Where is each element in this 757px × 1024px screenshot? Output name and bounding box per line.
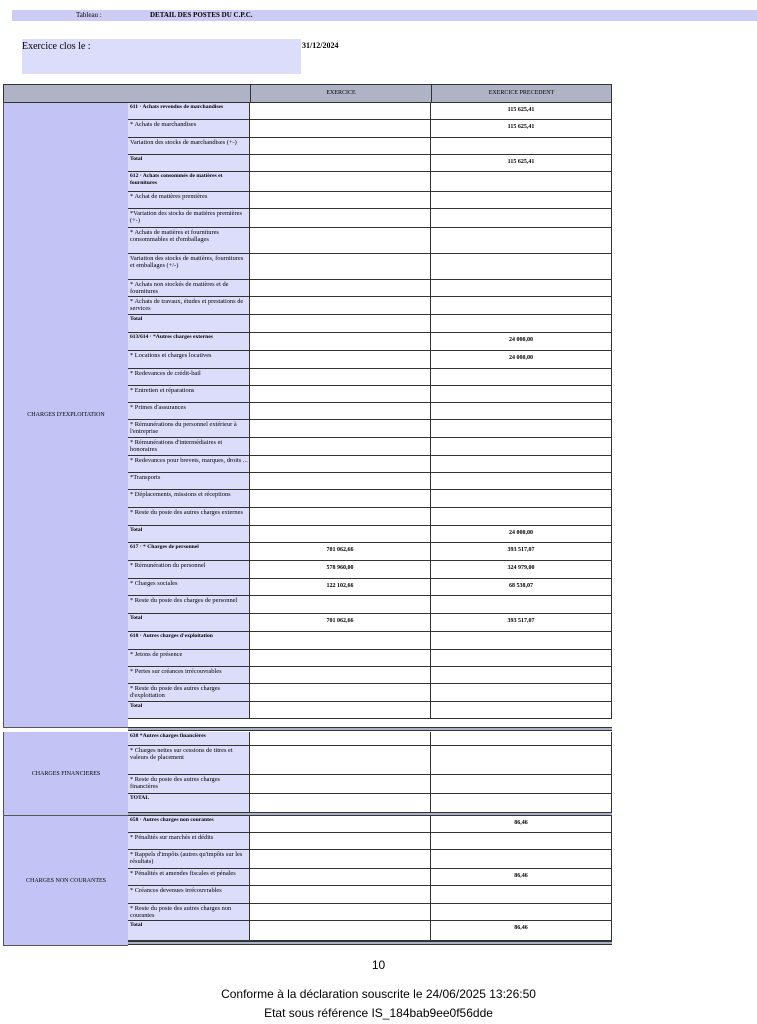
cell-exercice-precedent <box>431 904 612 921</box>
cell-exercice-precedent-value: 86,46 <box>514 925 528 931</box>
cell-exercice <box>250 775 431 794</box>
cell-exercice-precedent <box>431 103 612 120</box>
section-separator <box>128 812 612 816</box>
table-row <box>128 543 612 561</box>
table-row <box>128 526 612 543</box>
cell-exercice <box>250 155 431 172</box>
cell-exercice <box>250 209 431 228</box>
row-label: 613/614 · *Autres charges externes <box>128 333 250 351</box>
cell-exercice <box>250 904 431 921</box>
cell-exercice-precedent <box>431 596 612 614</box>
row-label: * Charges sociales <box>128 579 250 596</box>
footer-reference: Etat sous référence IS_184bab9ee0f56dde <box>264 1006 493 1020</box>
cell-exercice <box>250 351 431 369</box>
table-row <box>128 667 612 684</box>
table-row <box>128 172 612 192</box>
cell-exercice-precedent <box>431 351 612 369</box>
cell-exercice-precedent <box>431 473 612 490</box>
table-row <box>128 155 612 172</box>
row-label: *Variation des stocks de matières premières (+-) <box>128 209 250 228</box>
cell-exercice-precedent <box>431 438 612 456</box>
table-row <box>128 816 612 833</box>
cell-exercice-precedent <box>431 869 612 886</box>
section-charges-exploitation <box>3 103 128 728</box>
cell-exercice-precedent <box>431 632 612 650</box>
table-row <box>128 192 612 209</box>
cell-exercice-value: 578 960,00 <box>326 565 354 571</box>
row-label: * Achats de travaux, études et prestations de services <box>128 297 250 315</box>
row-label: * Reste du poste des autres charges externes <box>128 508 250 526</box>
cell-exercice <box>250 228 431 254</box>
cell-exercice-precedent-value: 393 517,07 <box>507 618 535 624</box>
table-row <box>128 904 612 921</box>
cell-exercice-precedent-value: 115 625,41 <box>507 107 535 113</box>
table-row <box>128 746 612 775</box>
table-row <box>128 650 612 667</box>
table-row <box>128 297 612 315</box>
cell-exercice <box>250 172 431 192</box>
page-number: 10 <box>371 958 386 972</box>
row-label: * Achats non stockés de matières et de fournitures <box>128 280 250 297</box>
cell-exercice <box>250 746 431 775</box>
cell-exercice <box>250 667 431 684</box>
row-label: *Transports <box>128 473 250 490</box>
footer-conformity: Conforme à la déclaration souscrite le 24/06/2025 13:26:50 <box>221 987 536 1001</box>
row-label: 618 · Autres charges d'exploitation <box>128 632 250 650</box>
table-row <box>128 702 612 719</box>
row-label: 638 *Autres charges financières <box>128 732 250 746</box>
cell-exercice-precedent <box>431 579 612 596</box>
cell-exercice-precedent <box>431 456 612 473</box>
cell-exercice-precedent <box>431 297 612 315</box>
table-row <box>128 869 612 886</box>
table-row <box>128 490 612 508</box>
cell-exercice <box>250 702 431 719</box>
table-row <box>128 120 612 138</box>
cell-exercice-precedent <box>431 561 612 579</box>
cell-exercice-precedent-value: 115 625,41 <box>507 159 535 165</box>
row-label: * Reste du poste des charges de personnel <box>128 596 250 614</box>
cell-exercice-precedent <box>431 886 612 904</box>
cell-exercice-value: 701 062,66 <box>326 547 354 553</box>
cell-exercice-precedent <box>431 614 612 632</box>
cell-exercice-precedent <box>431 684 612 702</box>
cell-exercice-precedent <box>431 315 612 333</box>
table-row <box>128 138 612 155</box>
table-row <box>128 614 612 632</box>
table-row <box>128 596 612 614</box>
section-charges-financieres <box>3 732 128 816</box>
cell-exercice-precedent <box>431 254 612 280</box>
table-row <box>128 369 612 386</box>
cell-exercice-precedent-value: 24 000,00 <box>509 355 533 361</box>
cell-exercice-precedent <box>431 794 612 814</box>
cell-exercice-precedent <box>431 833 612 850</box>
cell-exercice-precedent-value: 393 517,07 <box>507 547 535 553</box>
row-label: * Achat de matières premières <box>128 192 250 209</box>
cell-exercice <box>250 650 431 667</box>
table-row <box>128 351 612 369</box>
row-label: * Redevances pour brevets, marques, droits ... <box>128 456 250 473</box>
table-row <box>128 228 612 254</box>
table-row <box>128 280 612 297</box>
row-label: * Pénalités sur marchés et dédits <box>128 833 250 850</box>
cell-exercice-precedent <box>431 209 612 228</box>
cell-exercice-precedent <box>431 490 612 508</box>
row-label: * Reste du poste des autres charges non courantes <box>128 904 250 921</box>
row-label: * Jetons de présence <box>128 650 250 667</box>
table-row <box>128 833 612 850</box>
cell-exercice-precedent <box>431 650 612 667</box>
table-row <box>128 473 612 490</box>
table-header <box>3 84 612 103</box>
cell-exercice <box>250 632 431 650</box>
cell-exercice <box>250 614 431 632</box>
row-label: Total <box>128 315 250 333</box>
cell-exercice <box>250 403 431 420</box>
cell-exercice-precedent <box>431 921 612 941</box>
cell-exercice <box>250 833 431 850</box>
exercice-label-box <box>22 39 301 74</box>
table-row <box>128 403 612 420</box>
cell-exercice <box>250 850 431 869</box>
cell-exercice-precedent <box>431 192 612 209</box>
cell-exercice <box>250 816 431 833</box>
cell-exercice <box>250 596 431 614</box>
cell-exercice <box>250 369 431 386</box>
row-label: * Rémunération du personnel <box>128 561 250 579</box>
cell-exercice-precedent <box>431 369 612 386</box>
cell-exercice-precedent <box>431 280 612 297</box>
cell-exercice-precedent <box>431 228 612 254</box>
section-separator <box>128 727 612 731</box>
table-row <box>128 850 612 869</box>
table-row <box>128 254 612 280</box>
cell-exercice-precedent <box>431 155 612 172</box>
table-row <box>128 333 612 351</box>
section-separator <box>128 941 612 945</box>
cell-exercice-precedent-value: 115 625,41 <box>507 124 535 130</box>
cell-exercice-precedent <box>431 702 612 719</box>
cell-exercice <box>250 120 431 138</box>
row-label: 658 · Autres charges non courantes <box>128 816 250 833</box>
table-row <box>128 561 612 579</box>
cell-exercice-precedent <box>431 386 612 403</box>
cell-exercice <box>250 886 431 904</box>
row-label: * Locations et charges locatives <box>128 351 250 369</box>
cell-exercice-precedent <box>431 732 612 746</box>
row-label: * Rémunérations du personnel extérieur à l'entreprise <box>128 420 250 438</box>
cell-exercice <box>250 490 431 508</box>
cell-exercice-precedent <box>431 420 612 438</box>
row-label: Variation des stocks de marchandises (+-) <box>128 138 250 155</box>
cell-exercice <box>250 138 431 155</box>
cell-exercice-precedent <box>431 850 612 869</box>
table-row <box>128 886 612 904</box>
cell-exercice <box>250 297 431 315</box>
cell-exercice <box>250 869 431 886</box>
row-label: Variation des stocks de matières, fournitures et emballages (+/-) <box>128 254 250 280</box>
row-label: * Rémunérations d'intermédiaires et honoraires <box>128 438 250 456</box>
cell-exercice <box>250 280 431 297</box>
cell-exercice <box>250 315 431 333</box>
cell-exercice <box>250 333 431 351</box>
cell-exercice <box>250 794 431 814</box>
cell-exercice <box>250 254 431 280</box>
table-row <box>128 732 612 746</box>
row-label: 612 · Achats consommés de matières et fournitures <box>128 172 250 192</box>
cell-exercice-precedent <box>431 508 612 526</box>
cell-exercice <box>250 438 431 456</box>
cell-exercice <box>250 508 431 526</box>
table-row <box>128 456 612 473</box>
table-row <box>128 921 612 941</box>
cell-exercice-precedent-value: 24 000,00 <box>509 530 533 536</box>
row-label: 617 · * Charges de personnel <box>128 543 250 561</box>
cell-exercice-precedent <box>431 403 612 420</box>
section-label: CHARGES NON COURANTES <box>25 877 106 884</box>
cell-exercice <box>250 103 431 120</box>
cell-exercice <box>250 921 431 941</box>
cell-exercice-precedent <box>431 746 612 775</box>
table-title: DETAIL DES POSTES DU C.P.C. <box>150 11 253 19</box>
table-row <box>128 794 612 814</box>
table-row <box>128 103 612 120</box>
cell-exercice <box>250 526 431 543</box>
cell-exercice-precedent <box>431 172 612 192</box>
cell-exercice-value: 701 062,66 <box>326 618 354 624</box>
cell-exercice <box>250 473 431 490</box>
cell-exercice-precedent-value: 68 538,07 <box>509 583 533 589</box>
cell-exercice <box>250 684 431 702</box>
row-label: TOTAL <box>128 794 250 814</box>
cell-exercice <box>250 456 431 473</box>
cell-exercice-precedent <box>431 138 612 155</box>
exercice-label: Exercice clos le : <box>22 41 91 52</box>
table-row <box>128 775 612 794</box>
cell-exercice-precedent <box>431 816 612 833</box>
cell-exercice-precedent-value: 24 000,00 <box>509 337 533 343</box>
cell-exercice-precedent <box>431 333 612 351</box>
cell-exercice <box>250 420 431 438</box>
cell-exercice-precedent <box>431 526 612 543</box>
row-label: * Pertes sur créances irrécouvrables <box>128 667 250 684</box>
section-charges-non-courantes <box>3 816 128 946</box>
cell-exercice <box>250 386 431 403</box>
cell-exercice-precedent-value: 86,46 <box>514 820 528 826</box>
row-label: Total <box>128 614 250 632</box>
row-label: * Charges nettes sur cessions de titres et valeurs de placement <box>128 746 250 775</box>
row-label: * Redevances de crédit-bail <box>128 369 250 386</box>
cell-exercice <box>250 561 431 579</box>
row-label: 611 · Achats revendus de marchandises <box>128 103 250 120</box>
cell-exercice-precedent <box>431 775 612 794</box>
cell-exercice-value: 122 102,66 <box>326 583 354 589</box>
row-label: * Reste du poste des autres charges financières <box>128 775 250 794</box>
row-label: * Créances devenues irrécouvrables <box>128 886 250 904</box>
row-label: Total <box>128 921 250 941</box>
col-exercice-precedent: EXERCICE PRECEDENT <box>488 90 555 96</box>
table-row <box>128 632 612 650</box>
cell-exercice <box>250 192 431 209</box>
table-row <box>128 315 612 333</box>
table-row <box>128 438 612 456</box>
cell-exercice-precedent <box>431 120 612 138</box>
table-row <box>128 508 612 526</box>
row-label: * Achats de marchandises <box>128 120 250 138</box>
section-label: CHARGES D'EXPLOITATION <box>27 412 105 418</box>
cell-exercice-precedent-value: 324 979,00 <box>507 565 535 571</box>
cell-exercice-precedent <box>431 667 612 684</box>
cell-exercice <box>250 543 431 561</box>
table-row <box>128 209 612 228</box>
cell-exercice-precedent <box>431 543 612 561</box>
cell-exercice <box>250 579 431 596</box>
exercice-date: 31/12/2024 <box>302 41 339 50</box>
tableau-label: Tableau : <box>76 11 102 19</box>
col-exercice: EXERCICE <box>326 90 356 96</box>
row-label: * Pénalités et amendes fiscales et pénales <box>128 869 250 886</box>
table-row <box>128 386 612 403</box>
header-blank <box>4 85 250 102</box>
table-row <box>128 684 612 702</box>
table-row <box>128 420 612 438</box>
row-label: * Entretien et réparations <box>128 386 250 403</box>
title-bar <box>12 10 757 21</box>
row-label: Total <box>128 702 250 719</box>
row-label: Total <box>128 155 250 172</box>
row-label: * Rappels d'impôts (autres qu'impôts sur les résultats) <box>128 850 250 869</box>
row-label: Total <box>128 526 250 543</box>
table-row <box>128 579 612 596</box>
cell-exercice <box>250 732 431 746</box>
row-label: * Reste du poste des autres charges d'exploitation <box>128 684 250 702</box>
cell-exercice-precedent-value: 86,46 <box>514 873 528 879</box>
row-label: * Achats de matières et fournitures consommables et d'emballages <box>128 228 250 254</box>
row-label: * Déplacements, missions et réceptions <box>128 490 250 508</box>
section-label: CHARGES FINANCIERES <box>31 770 101 777</box>
row-label: * Primes d'assurances <box>128 403 250 420</box>
